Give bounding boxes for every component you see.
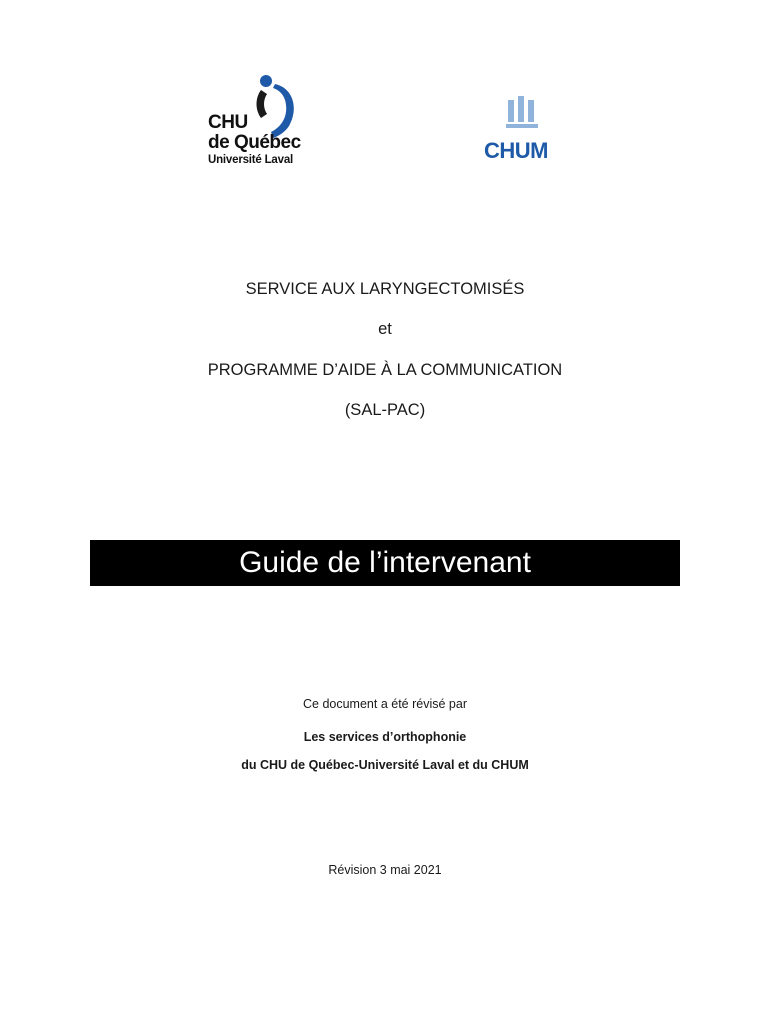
- title-line-1: SERVICE AUX LARYNGECTOMISÉS: [245, 280, 525, 298]
- chum-columns-icon: [506, 96, 542, 132]
- chu-quebec-logo-line3: Université Laval: [208, 154, 294, 166]
- chu-quebec-logo: [205, 74, 305, 170]
- title-line-4: (SAL-PAC): [344, 401, 426, 419]
- chu-quebec-logo-line1: CHU: [208, 112, 248, 133]
- chum-logo-text: CHUM: [484, 138, 548, 163]
- revision-intro: Ce document a été révisé par: [303, 697, 467, 711]
- chu-quebec-logo-line2: de Québec: [208, 132, 301, 153]
- revision-authors-line1: Les services d’orthophonie: [303, 730, 467, 744]
- title-line-3: PROGRAMME D’AIDE À LA COMMUNICATION: [207, 361, 563, 379]
- title-line-2: et: [378, 320, 392, 338]
- revision-date: Révision 3 mai 2021: [328, 863, 442, 877]
- guide-title-banner: [90, 540, 680, 586]
- guide-title: Guide de l’intervenant: [239, 546, 531, 579]
- chum-logo: [484, 96, 562, 162]
- revision-authors-line2: du CHU de Québec-Université Laval et du CHUM: [241, 758, 529, 772]
